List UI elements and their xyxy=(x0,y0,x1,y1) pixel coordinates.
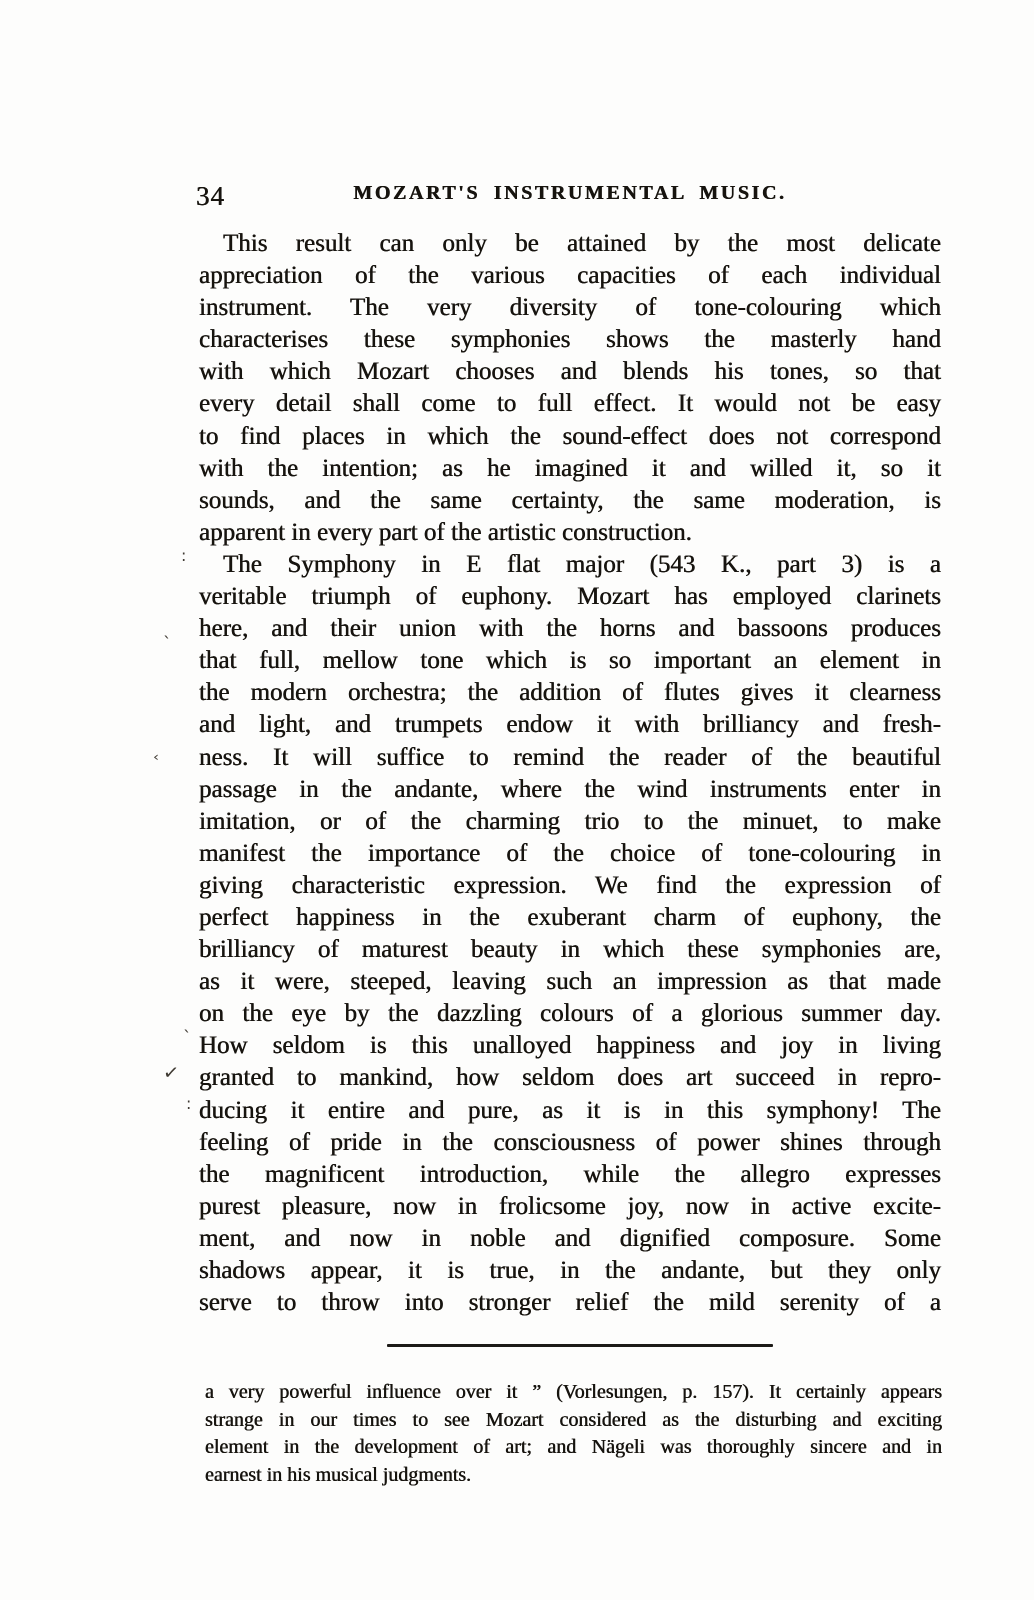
text-line: manifest the importance of the choice of tone-colouring in xyxy=(199,839,941,867)
text-line: that full, mellow tone which is so important an element in xyxy=(199,647,941,675)
footnote-line: a very powerful influence over it ” (Vorlesungen, p. 157). It certainly appears xyxy=(205,1381,942,1403)
text-line: imitation, or of the charming trio to the minuet, to make xyxy=(199,807,941,835)
text-line: veritable triumph of euphony. Mozart has employed clarinets xyxy=(199,583,941,611)
text-line: How seldom is this unalloyed happiness and joy in living xyxy=(199,1032,941,1060)
text-line: ducing it entire and pure, as it is in this symphony! The xyxy=(199,1096,941,1124)
text-line: on the eye by the dazzling colours of a glorious summer day. xyxy=(199,1000,941,1028)
pencil-mark: ˋ xyxy=(183,1028,192,1048)
paragraph xyxy=(199,228,941,549)
text-line: ness. It will suffice to remind the reader of the beautiful xyxy=(199,743,941,771)
text-line: serve to throw into stronger relief the mild serenity of a xyxy=(199,1289,941,1317)
footnote-line: earnest in his musical judgments. xyxy=(205,1463,472,1486)
text-line: brilliancy of maturest beauty in which these symphonies are, xyxy=(199,936,941,964)
text-line: granted to mankind, how seldom does art succeed in repro- xyxy=(199,1064,941,1092)
body-text xyxy=(199,228,941,1319)
text-line: the modern orchestra; the addition of flutes gives it clearness xyxy=(199,679,941,707)
pencil-check-mark: ✓ xyxy=(161,1061,181,1085)
text-line: appreciation of the various capacities of each individual xyxy=(199,262,941,290)
footnote-line: strange in our times to see Mozart considered as the disturbing and exciting xyxy=(205,1408,942,1431)
footnote xyxy=(205,1379,942,1489)
text-line: instrument. The very diversity of tone-colouring which xyxy=(199,294,941,322)
text-line: passage in the andante, where the wind instruments enter in xyxy=(199,775,941,803)
text-line: with the intention; as he imagined it and willed it, so it xyxy=(199,454,941,482)
text-line: sounds, and the same certainty, the same moderation, is xyxy=(199,486,941,514)
pencil-mark: ‹ xyxy=(153,749,159,765)
pencil-mark: : xyxy=(186,1094,192,1113)
text-line: and light, and trumpets endow it with brilliancy and fresh- xyxy=(199,711,941,739)
text-line: the magnificent introduction, while the allegro expresses xyxy=(199,1160,941,1188)
page-number: 34 xyxy=(196,181,225,211)
text-line: to find places in which the sound-effect does not correspond xyxy=(199,422,941,450)
text-line: The Symphony in E flat major (543 K., part 3) is a xyxy=(223,550,941,578)
text-line: characterises these symphonies shows the masterly hand xyxy=(199,326,941,354)
text-line: This result can only be attained by the most delicate xyxy=(223,230,941,257)
running-header: MOZART'S INSTRUMENTAL MUSIC. xyxy=(353,182,787,204)
text-line: giving characteristic expression. We find the expression of xyxy=(199,871,941,899)
text-line: feeling of pride in the consciousness of power shines through xyxy=(199,1128,941,1156)
pencil-mark: ˋ xyxy=(163,634,172,654)
text-line: shadows appear, it is true, in the andante, but they only xyxy=(199,1257,941,1284)
text-line: perfect happiness in the exuberant charm of euphony, the xyxy=(199,903,941,931)
text-line: apparent in every part of the artistic construction. xyxy=(199,518,692,546)
footnote-line: element in the development of art; and Nägeli was thoroughly sincere and in xyxy=(205,1436,942,1459)
pencil-mark: : xyxy=(181,546,187,565)
text-line: with which Mozart chooses and blends his tones, so that xyxy=(199,358,941,386)
text-line: as it were, steeped, leaving such an impression as that made xyxy=(199,968,941,996)
footnote-rule xyxy=(387,1344,773,1347)
text-line: purest pleasure, now in frolicsome joy, now in active excite- xyxy=(199,1192,941,1220)
text-line: ment, and now in noble and dignified composure. Some xyxy=(199,1224,941,1252)
text-line: every detail shall come to full effect. It would not be easy xyxy=(199,390,941,418)
text-line: here, and their union with the horns and bassoons produces xyxy=(199,615,941,643)
paragraph xyxy=(199,549,941,1319)
